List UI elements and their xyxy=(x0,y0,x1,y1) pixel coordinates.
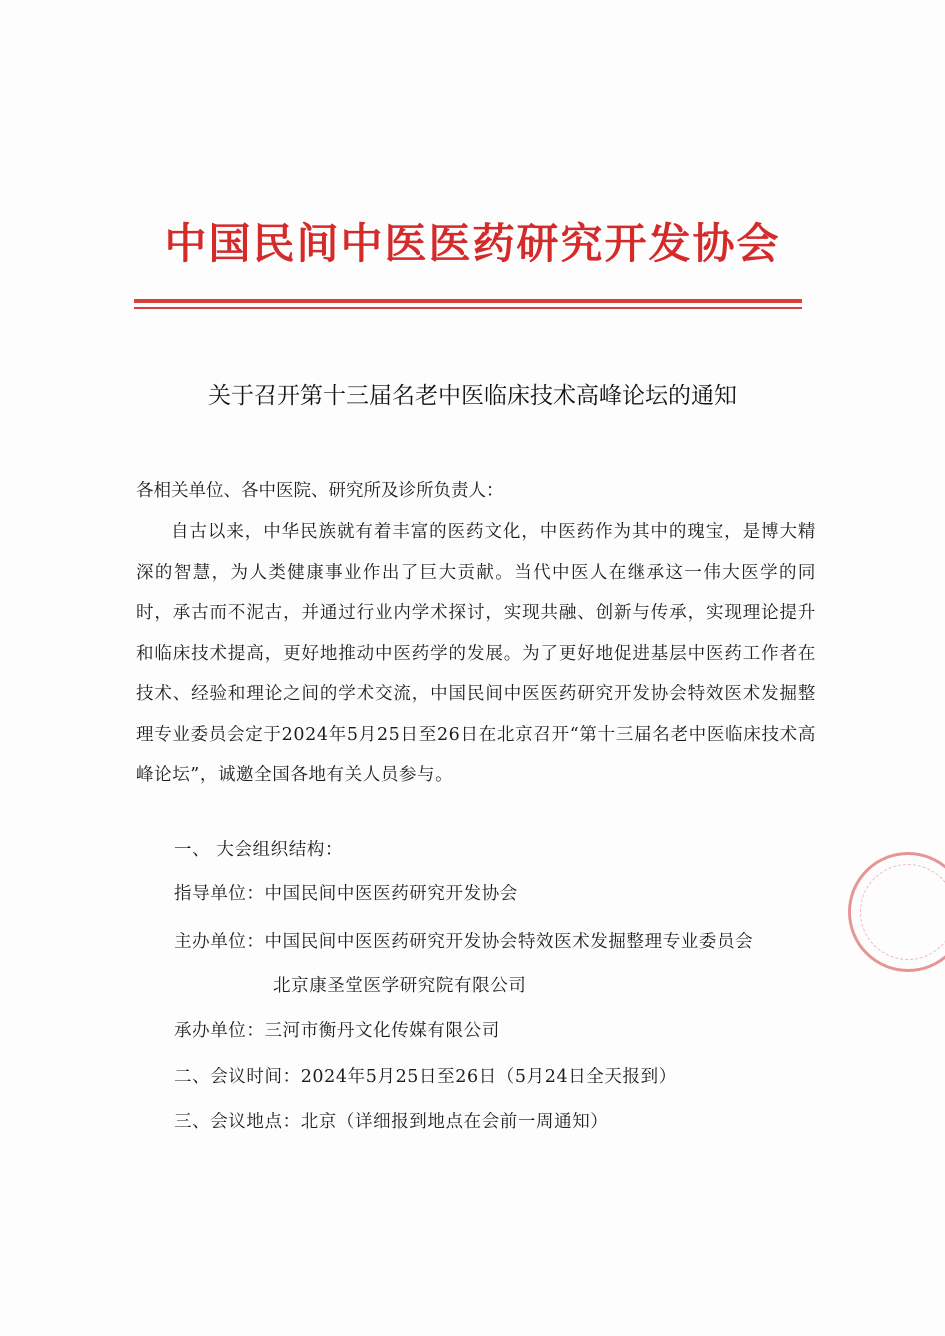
salutation: 各相关单位、各中医院、研究所及诊所负责人： xyxy=(136,481,504,501)
notice-title: 关于召开第十三届名老中医临床技术高峰论坛的通知 xyxy=(208,383,737,409)
meeting-place: 三、会议地点：北京（详细报到地点在会前一周通知） xyxy=(174,1112,609,1132)
org-structure-heading: 一、 大会组织结构： xyxy=(174,840,344,860)
letterhead-rule-thick xyxy=(134,299,802,303)
official-seal-inner-ring xyxy=(860,864,945,960)
letterhead-organization: 中国民间中医医药研究开发协会 xyxy=(164,219,781,268)
guiding-unit: 指导单位：中国民间中医医药研究开发协会 xyxy=(174,884,518,904)
meeting-time: 二、会议时间：2024年5月25日至26日（5月24日全天报到） xyxy=(174,1067,677,1087)
intro-paragraph: 自古以来，中华民族就有着丰富的医药文化，中医药作为其中的瑰宝，是博大精深的智慧，为人类健康事业作出了巨大贡献。当代中医人在继承这一伟大医学的同时，承古而不泥古，并通过行业内学术探讨，实现共融、创新与传承，实现理论提升和临床技术提高，更好地推动中医药学的发展。为了更好地促进基层中医药工作者在技术、经验和理论之间的学术交流，中国民间中医医药研究开发协会特效医术发掘整理专业委员会定于2024年5月25日至26日在北京召开“第十三届名老中医临床技术高峰论坛”，诚邀全国各地有关人员参与。 xyxy=(136,522,816,785)
letterhead-rule-thin xyxy=(134,307,802,309)
host-unit-2: 北京康圣堂医学研究院有限公司 xyxy=(273,976,527,996)
organizer-unit: 承办单位：三河市衡丹文化传媒有限公司 xyxy=(174,1021,500,1041)
host-unit-1: 主办单位：中国民间中医医药研究开发协会特效医术发掘整理专业委员会 xyxy=(174,932,754,952)
